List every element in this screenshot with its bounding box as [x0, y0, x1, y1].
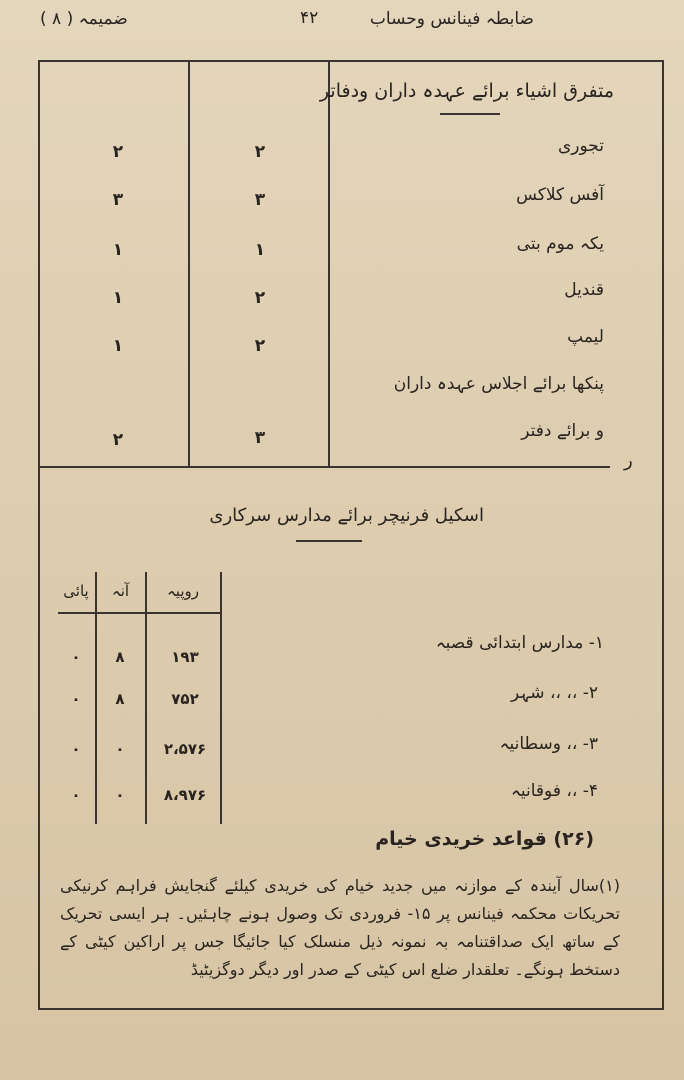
item-col-b: ۱	[112, 288, 124, 308]
col-header-pai: پائی	[63, 582, 89, 600]
cell-anna: ۰	[115, 786, 125, 804]
page-header-title: ضابطہ فینانس وحساب	[369, 9, 534, 29]
table-row-label: ۳- ،، وسطانیہ	[499, 734, 598, 754]
item-label: پنکھا برائے اجلاس عہدہ داران	[393, 374, 604, 394]
cell-anna: ۸	[115, 648, 125, 666]
item-label: یکہ موم بتی	[516, 234, 604, 254]
item-col-a: ۲	[254, 142, 266, 162]
section2-heading-underline	[296, 540, 362, 542]
page-number: ۴۲	[300, 8, 319, 28]
item-col-a: ۳	[254, 428, 266, 448]
section1-divider-right	[328, 62, 330, 467]
item-label: لیمپ	[567, 327, 604, 347]
col-header-rupees: روپیہ	[167, 582, 199, 600]
section3-heading: (۲۶) قواعد خریدی خیام	[375, 828, 594, 850]
table-col-divider	[95, 572, 97, 824]
section1-heading: متفرق اشیاء برائے عہدہ داران ودفاتر	[319, 80, 614, 102]
cell-rupees: ۲،۵۷۶	[163, 740, 207, 758]
item-label: آفس کلاکس	[516, 185, 604, 205]
item-col-a: ۲	[254, 288, 266, 308]
item-col-b: ۲	[112, 142, 124, 162]
table-col-divider	[220, 572, 222, 824]
table-header-rule	[58, 612, 220, 614]
cell-rupees: ۷۵۲	[171, 690, 199, 708]
item-col-b: ۳	[112, 190, 124, 210]
section1-bottom-rule	[40, 466, 610, 468]
item-col-b: ۱	[112, 240, 124, 260]
cell-anna: ۰	[115, 740, 125, 758]
margin-mark: ر	[624, 450, 633, 471]
table-col-divider	[145, 572, 147, 824]
item-label: قندیل	[564, 280, 604, 300]
section2-heading: اسکیل فرنیچر برائے مدارس سرکاری	[209, 505, 484, 526]
item-label: و برائے دفتر	[521, 421, 604, 441]
col-header-anna: آنہ	[111, 582, 130, 600]
cell-anna: ۸	[115, 690, 125, 708]
item-col-b: ۲	[112, 430, 124, 450]
section1-heading-underline	[440, 113, 500, 115]
table-row-label: ۴- ،، فوقانیہ	[510, 781, 598, 801]
item-col-a: ۳	[254, 190, 266, 210]
cell-pai: ۰	[71, 786, 81, 804]
table-row-label: ۱- مدارس ابتدائی قصبہ	[435, 633, 604, 653]
item-col-a: ۱	[254, 240, 266, 260]
section1-divider-left	[188, 62, 190, 467]
section3-paragraph: (۱)سال آیندہ کے موازنہ میں جدید خیام کی خریدی کیلئے گنجایش فراہم کرنیکی تحریکات محکمہ فینانس پر ۱۵- فروردی تک وصول ہونے چاہئیں۔ ہر ایسی تحریک کے ساتھ ایک صداقتنامہ بہ نمونہ ذیل منسلک کیا جائیگا جس پر اراکین کیٹی کے دستخط ہونگے۔ تعلقدار ضلع اس کیٹی کے صدر اور دیگر دوگزیٹیڈ	[60, 876, 620, 979]
item-col-a: ۲	[254, 336, 266, 356]
item-col-b: ۱	[112, 336, 124, 356]
cell-pai: ۰	[71, 648, 81, 666]
item-label: تجوری	[557, 136, 604, 156]
cell-pai: ۰	[71, 740, 81, 758]
appendix-label: ضمیمہ ( ۸ )	[40, 9, 128, 29]
cell-pai: ۰	[71, 690, 81, 708]
cell-rupees: ۸،۹۷۶	[163, 786, 207, 804]
table-row-label: ۲- ،، ،، شہر	[510, 683, 598, 703]
cell-rupees: ۱۹۳	[171, 648, 199, 666]
